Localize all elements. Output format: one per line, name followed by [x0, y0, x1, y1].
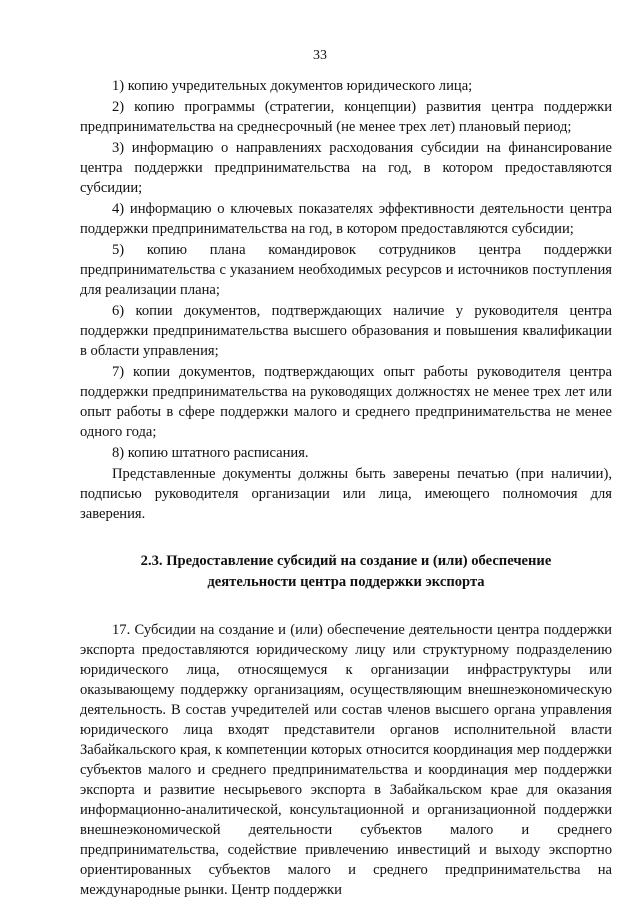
certification-note: Представленные документы должны быть заверены печатью (при наличии), подписью руководителя организации или лица, имеющего полномочия для заверения.: [80, 466, 612, 522]
section-heading-line-2: деятельности центра поддержки экспорта: [207, 574, 485, 590]
section-heading-line-1: 2.3. Предоставление субсидий на создание и (или) обеспечение: [140, 553, 552, 569]
list-item-2: 2) копию программы (стратегии, концепции) развития центра поддержки предпринимательства на среднесрочный (не менее трех лет) плановый период;: [80, 99, 612, 135]
paragraph-17: 17. Субсидии на создание и (или) обеспечение деятельности центра поддержки экспорта предоставляются юридическому лицу или структурному подразделению юридического лица, относящемуся к организации инфраструктуры или оказывающему поддержку организациям, осуществляющим внешнеэкономическую деятельность. В состав учредителей или состав членов высшего органа управления юридического лица входят представители органов исполнительной власти Забайкальского края, к компетенции которых относится координация мер поддержки субъектов малого и среднего предпринимательства и координация мер поддержки экспорта и развитие несырьевого экспорта в Забайкальском крае для оказания информационно-аналитической, консультационной и организационной поддержки внешнеэкономической деятельности субъектов малого и среднего предпринимательства, содействие привлечению инвестиций и выходу экспортно ориентированных субъектов малого и среднего предпринимательства на международные рынки. Центр поддержки: [80, 622, 612, 898]
list-item-6: 6) копии документов, подтверждающих наличие у руководителя центра поддержки предпринимательства высшего образования и повышения квалификации в области управления;: [80, 303, 612, 359]
document-body: [80, 76, 612, 901]
list-item-1: 1) копию учредительных документов юридического лица;: [112, 78, 473, 94]
section-heading: [80, 551, 612, 593]
list-item-5: 5) копию плана командировок сотрудников центра поддержки предпринимательства с указанием необходимых ресурсов и источников поступления для реализации плана;: [80, 242, 612, 298]
page-number: 33: [313, 48, 327, 63]
list-item-8: 8) копию штатного расписания.: [112, 445, 309, 461]
list-item-4: 4) информацию о ключевых показателях эффективности деятельности центра поддержки предпринимательства на год, в котором предоставляются субсидии;: [80, 201, 612, 237]
list-item-3: 3) информацию о направлениях расходования субсидии на финансирование центра поддержки предпринимательства на год, в котором предоставляются субсидии;: [80, 140, 612, 196]
list-item-7: 7) копии документов, подтверждающих опыт работы руководителя центра поддержки предпринимательства на руководящих должностях не менее трех лет или опыт работы в сфере поддержки малого и среднего предпринимательства не менее одного года;: [80, 364, 612, 440]
